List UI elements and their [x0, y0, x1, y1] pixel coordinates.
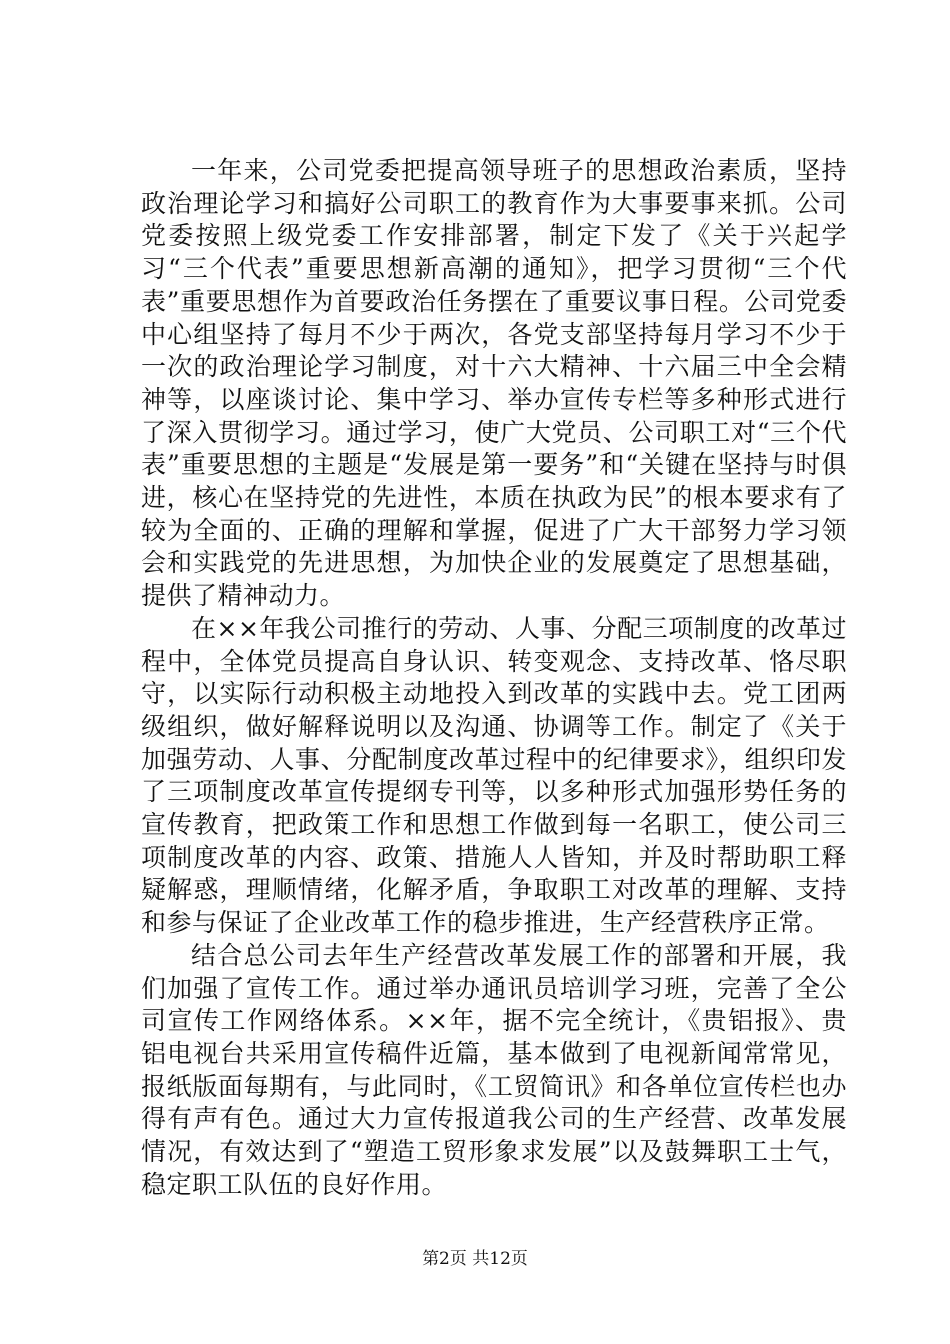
paragraph-1: 一年来，公司党委把提高领导班子的思想政治素质，坚持政治理论学习和搞好公司职工的教育作为大事要事来抓。公司党委按照上级党委工作安排部署，制定下发了《关于兴起学习“三个代表”重要思想新高潮的通知》，把学习贯彻“三个代表”重要思想作为首要政治任务摆在了重要议事日程。公司党委中心组坚持了每月不少于两次，各党支部坚持每月学习不少于一次的政治理论学习制度，对十六大精神、十六届三中全会精神等，以座谈讨论、集中学习、举办宣传专栏等多种形式进行了深入贯彻学习。通过学习，使广大党员、公司职工对“三个代表”重要思想的主题是“发展是第一要务”和“关键在坚持与时俱进，核心在坚持党的先进性，本质在执政为民”的根本要求有了较为全面的、正确的理解和掌握，促进了广大干部努力学习领会和实践党的先进思想，为加快企业的发展奠定了思想基础，提供了精神动力。	[141, 156, 847, 611]
document-body	[141, 155, 847, 1202]
paragraph-2: 在××年我公司推行的劳动、人事、分配三项制度的改革过程中，全体党员提高自身认识、转变观念、支持改革、恪尽职守，以实际行动积极主动地投入到改革的实践中去。党工团两级组织，做好解释说明以及沟通、协调等工作。制定了《关于加强劳动、人事、分配制度改革过程中的纪律要求》，组织印发了三项制度改革宣传提纲专刊等，以多种形式加强形势任务的宣传教育，把政策工作和思想工作做到每一名职工，使公司三项制度改革的内容、政策、措施人人皆知，并及时帮助职工释疑解惑，理顺情绪，化解矛盾，争取职工对改革的理解、支持和参与保证了企业改革工作的稳步推进，生产经营秩序正常。	[141, 613, 847, 938]
page-number-footer: 第2页 共12页	[422, 1249, 528, 1269]
paragraph-3: 结合总公司去年生产经营改革发展工作的部署和开展，我们加强了宣传工作。通过举办通讯员培训学习班，完善了全公司宣传工作网络体系。××年，据不完全统计，《贵铝报》、贵铝电视台共采用宣传稿件近篇，基本做到了电视新闻常常见，报纸版面每期有，与此同时，《工贸简讯》和各单位宣传栏也办得有声有色。通过大力宣传报道我公司的生产经营、改革发展情况，有效达到了“塑造工贸形象求发展”以及鼓舞职工士气，稳定职工队伍的良好作用。	[141, 940, 847, 1199]
